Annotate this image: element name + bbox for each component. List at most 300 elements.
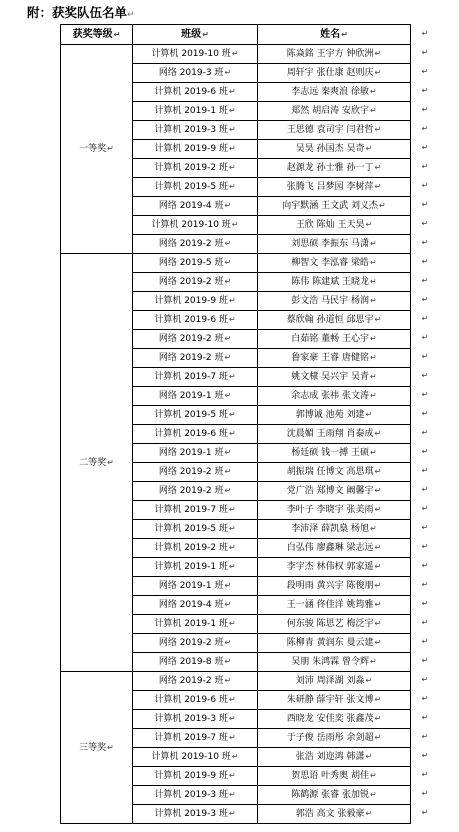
class-cell — [133, 463, 258, 482]
cell-mark-icon: ↵ — [107, 144, 114, 153]
cell-mark-icon: ↵ — [113, 30, 121, 39]
class-text: 计算机 2019-6 班 — [154, 429, 228, 439]
row-end-mark-icon: ↵ — [421, 428, 429, 437]
cell-mark-icon: ↵ — [228, 505, 236, 514]
class-text: 网络 2019-2 班 — [158, 277, 224, 287]
class-text: 计算机 2019-10 班 — [151, 220, 231, 230]
row-end-mark-icon: ↵ — [421, 770, 429, 779]
row-end-mark-icon: ↵ — [421, 618, 429, 627]
grade-cell — [61, 254, 133, 672]
class-cell — [133, 368, 258, 387]
names-cell — [258, 539, 411, 558]
row-end-mark-icon: ↵ — [421, 333, 429, 342]
cell-mark-icon: ↵ — [374, 467, 382, 476]
cell-mark-icon: ↵ — [224, 676, 232, 685]
names-cell — [258, 349, 411, 368]
names-text: 柳智文 李泓睿 梁皓 — [291, 258, 370, 268]
names-cell — [258, 45, 411, 64]
row-end-mark-icon: ↵ — [421, 276, 429, 285]
names-text: 胡振瑞 任博文 高思琪 — [286, 467, 374, 477]
row-end-mark-icon: ↵ — [421, 599, 429, 608]
cell-mark-icon: ↵ — [224, 353, 232, 362]
table-row — [61, 45, 411, 64]
class-text: 计算机 2019-1 班 — [154, 106, 228, 116]
cell-mark-icon: ↵ — [374, 315, 382, 324]
grade-label: 二等奖 — [79, 457, 107, 468]
cell-mark-icon: ↵ — [228, 144, 236, 153]
cell-mark-icon: ↵ — [228, 182, 236, 191]
table-row — [61, 672, 411, 691]
class-text: 网络 2019-2 班 — [158, 486, 224, 496]
names-text: 蔡欣翰 孙道恒 邱思宇 — [286, 315, 374, 325]
class-cell — [133, 140, 258, 159]
class-cell — [133, 558, 258, 577]
names-cell — [258, 368, 411, 387]
row-end-mark-icon: ↵ — [421, 257, 429, 266]
class-text: 计算机 2019-5 班 — [154, 182, 228, 192]
cell-mark-icon: ↵ — [107, 457, 114, 467]
cell-mark-icon: ↵ — [224, 258, 232, 267]
class-cell — [133, 102, 258, 121]
class-cell — [133, 482, 258, 501]
names-cell — [258, 653, 411, 672]
grade-label: 一等奖 — [79, 144, 107, 154]
names-text: 陈伟 陈建斌 王晓龙 — [291, 277, 370, 287]
cell-mark-icon: ↵ — [228, 410, 236, 419]
row-end-mark-icon: ↵ — [421, 162, 429, 171]
class-cell — [133, 767, 258, 786]
row-end-mark-icon: ↵ — [421, 542, 429, 551]
page-title — [27, 2, 135, 24]
cell-mark-icon: ↵ — [228, 619, 236, 628]
cell-mark-icon: ↵ — [228, 315, 236, 324]
names-text: 吴昊 孙国杰 吴奇 — [295, 144, 365, 154]
cell-mark-icon: ↵ — [224, 600, 232, 609]
cell-mark-icon: ↵ — [374, 486, 382, 495]
class-cell — [133, 425, 258, 444]
cell-mark-icon: ↵ — [224, 239, 232, 248]
class-text: 计算机 2019-10 班 — [151, 752, 231, 762]
class-text: 计算机 2019-9 班 — [154, 771, 228, 781]
cell-mark-icon: ↵ — [228, 524, 236, 533]
grade-cell — [61, 45, 133, 254]
cell-mark-icon: ↵ — [370, 524, 377, 533]
class-cell — [133, 520, 258, 539]
class-text: 计算机 2019-10 班 — [151, 49, 231, 59]
cell-mark-icon: ↵ — [374, 581, 382, 590]
cell-mark-icon: ↵ — [374, 638, 382, 647]
class-cell — [133, 292, 258, 311]
cell-mark-icon: ↵ — [228, 163, 236, 172]
class-cell — [133, 501, 258, 520]
class-text: 网络 2019-4 班 — [158, 600, 224, 610]
class-text: 计算机 2019-3 班 — [154, 125, 228, 135]
class-cell — [133, 178, 258, 197]
names-cell — [258, 83, 411, 102]
names-text: 白茹铭 董畅 王心宇 — [291, 334, 370, 344]
names-text: 周轩宇 张仕康 赵则庆 — [286, 68, 374, 78]
names-cell — [258, 520, 411, 539]
class-cell — [133, 634, 258, 653]
cell-mark-icon: ↵ — [224, 467, 232, 476]
names-text: 段明雨 黄兴宇 陈俊朋 — [286, 581, 374, 591]
cell-mark-icon: ↵ — [228, 695, 236, 704]
cell-mark-icon: ↵ — [374, 182, 382, 191]
names-cell — [258, 425, 411, 444]
names-cell — [258, 197, 411, 216]
names-cell — [258, 748, 411, 767]
row-end-mark-icon: ↵ — [421, 352, 429, 361]
class-text: 网络 2019-2 班 — [158, 353, 224, 363]
names-cell — [258, 634, 411, 653]
class-text: 网络 2019-2 班 — [158, 638, 224, 648]
class-text: 网络 2019-1 班 — [158, 391, 224, 401]
names-text: 鲁家豪 王睿 唐健铭 — [291, 353, 370, 363]
cell-mark-icon: ↵ — [374, 733, 382, 742]
class-text: 网络 2019-2 班 — [158, 334, 224, 344]
names-cell — [258, 330, 411, 349]
names-text: 陈柳青 黄润东 曼云建 — [286, 638, 374, 648]
award-table — [60, 24, 411, 824]
class-cell — [133, 330, 258, 349]
row-end-mark-icon: ↵ — [421, 447, 429, 456]
header-grade — [61, 25, 133, 45]
row-end-mark-icon: ↵ — [421, 124, 429, 133]
names-text: 吴朋 朱鸿霖 曾令辉 — [291, 657, 370, 667]
names-cell — [258, 672, 411, 691]
class-text: 网络 2019-4 班 — [158, 201, 224, 211]
cell-mark-icon: ↵ — [224, 581, 232, 590]
class-cell — [133, 159, 258, 178]
class-text: 计算机 2019-7 班 — [154, 505, 228, 515]
names-text: 刘思硕 李振东 马潇 — [291, 239, 370, 249]
names-text: 王欣 陈灿 王天昊 — [295, 220, 365, 230]
names-text: 党广浩 郑博文 阚馨宇 — [286, 486, 374, 496]
cell-mark-icon: ↵ — [374, 49, 382, 58]
names-text: 杨廷硕 钱一搏 王硕 — [291, 448, 370, 458]
names-text: 张浩 刘迩鸿 韩潇 — [295, 752, 365, 762]
names-cell — [258, 387, 411, 406]
cell-mark-icon: ↵ — [365, 752, 373, 761]
class-cell — [133, 216, 258, 235]
names-text: 刘沛 周泽湖 刘淼 — [295, 676, 365, 686]
names-text: 朱研静 薛宇轩 张文博 — [286, 695, 374, 705]
class-cell — [133, 805, 258, 824]
names-cell — [258, 292, 411, 311]
class-cell — [133, 121, 258, 140]
names-text: 李宇杰 林伟权 郭家遥 — [286, 562, 374, 572]
names-text: 赵源龙 孙士雅 孙一丁 — [286, 163, 374, 173]
names-cell — [258, 615, 411, 634]
class-text: 计算机 2019-6 班 — [154, 87, 228, 97]
header-class-text: 班级 — [181, 29, 202, 40]
class-cell — [133, 691, 258, 710]
cell-mark-icon: ↵ — [374, 505, 382, 514]
cell-mark-icon: ↵ — [374, 125, 382, 134]
class-cell — [133, 83, 258, 102]
cell-mark-icon: ↵ — [365, 410, 373, 419]
names-text: 郑然 胡启涛 安欣宇 — [291, 106, 370, 116]
class-cell — [133, 596, 258, 615]
cell-mark-icon: ↵ — [370, 334, 377, 343]
names-text: 西晓龙 安佳奕 张鑫茂 — [286, 714, 374, 724]
class-text: 计算机 2019-3 班 — [154, 714, 228, 724]
names-text: 于子俊 岳雨彤 余剑超 — [286, 733, 374, 743]
row-end-mark-icon: ↵ — [421, 28, 429, 38]
class-text: 计算机 2019-9 班 — [154, 296, 228, 306]
cell-mark-icon: ↵ — [374, 562, 382, 571]
cell-mark-icon: ↵ — [231, 49, 239, 58]
class-cell — [133, 311, 258, 330]
names-cell — [258, 121, 411, 140]
names-text: 余志成 张祎 张文涛 — [291, 391, 370, 401]
row-end-mark-icon: ↵ — [421, 295, 429, 304]
names-cell — [258, 558, 411, 577]
cell-mark-icon: ↵ — [374, 163, 382, 172]
cell-mark-icon: ↵ — [365, 809, 373, 818]
class-text: 网络 2019-1 班 — [158, 448, 224, 458]
cell-mark-icon: ↵ — [231, 220, 239, 229]
cell-mark-icon: ↵ — [224, 277, 232, 286]
header-class — [133, 25, 258, 45]
row-end-mark-icon: ↵ — [421, 751, 429, 760]
cell-mark-icon: ↵ — [374, 619, 382, 628]
names-cell — [258, 482, 411, 501]
cell-mark-icon: ↵ — [228, 106, 236, 115]
class-text: 网络 2019-1 班 — [158, 581, 224, 591]
names-cell — [258, 178, 411, 197]
header-grade-text: 获奖等级 — [72, 29, 113, 40]
cell-mark-icon: ↵ — [224, 486, 232, 495]
paragraph-mark-icon: ↵ — [127, 10, 135, 20]
cell-mark-icon: ↵ — [370, 790, 377, 799]
cell-mark-icon: ↵ — [228, 125, 236, 134]
cell-mark-icon: ↵ — [228, 809, 236, 818]
names-cell — [258, 577, 411, 596]
names-cell — [258, 710, 411, 729]
names-cell — [258, 311, 411, 330]
class-cell — [133, 349, 258, 368]
names-text: 彭文浩 马民宇 杨润 — [291, 296, 370, 306]
names-cell — [258, 444, 411, 463]
names-cell — [258, 596, 411, 615]
names-cell — [258, 159, 411, 178]
class-cell — [133, 64, 258, 83]
class-text: 计算机 2019-1 班 — [154, 562, 228, 572]
class-text: 计算机 2019-3 班 — [154, 809, 228, 819]
class-cell — [133, 273, 258, 292]
names-text: 王一涵 佟佳洋 姚筠雅 — [286, 600, 374, 610]
row-end-mark-icon: ↵ — [421, 67, 429, 76]
class-cell — [133, 748, 258, 767]
names-text: 郭博诚 池苑 刘建 — [295, 410, 365, 420]
names-text: 向宇默涵 王文武 刘义杰 — [282, 201, 379, 211]
names-cell — [258, 805, 411, 824]
row-end-mark-icon: ↵ — [421, 105, 429, 114]
cell-mark-icon: ↵ — [224, 657, 232, 666]
row-end-mark-icon: ↵ — [421, 371, 429, 380]
class-text: 计算机 2019-2 班 — [154, 543, 228, 553]
cell-mark-icon: ↵ — [374, 543, 382, 552]
names-cell — [258, 64, 411, 83]
class-cell — [133, 254, 258, 273]
cell-mark-icon: ↵ — [228, 733, 236, 742]
row-end-mark-icon: ↵ — [421, 485, 429, 494]
row-end-mark-icon: ↵ — [421, 219, 429, 228]
class-text: 计算机 2019-5 班 — [154, 410, 228, 420]
names-text: 李叶子 李晓宇 张美雨 — [286, 505, 374, 515]
table-row — [61, 254, 411, 273]
header-names-text: 姓名 — [320, 29, 341, 40]
row-end-mark-icon: ↵ — [421, 789, 429, 798]
row-end-mark-icon: ↵ — [421, 409, 429, 418]
grade-label: 三等奖 — [79, 742, 107, 753]
names-cell — [258, 216, 411, 235]
class-text: 网络 2019-8 班 — [158, 657, 224, 667]
cell-mark-icon: ↵ — [224, 391, 232, 400]
row-end-mark-icon: ↵ — [421, 504, 429, 513]
names-cell — [258, 463, 411, 482]
row-end-mark-icon: ↵ — [421, 808, 429, 817]
cell-mark-icon: ↵ — [370, 296, 377, 305]
cell-mark-icon: ↵ — [370, 87, 377, 96]
class-cell — [133, 615, 258, 634]
row-end-mark-icon: ↵ — [421, 694, 429, 703]
class-text: 网络 2019-2 班 — [158, 467, 224, 477]
class-cell — [133, 197, 258, 216]
names-text: 姚文棣 吴兴宇 吴青 — [291, 372, 370, 382]
names-cell — [258, 102, 411, 121]
cell-mark-icon: ↵ — [365, 220, 373, 229]
class-cell — [133, 729, 258, 748]
class-text: 计算机 2019-1 班 — [154, 619, 228, 629]
class-text: 网络 2019-2 班 — [158, 239, 224, 249]
row-end-mark-icon: ↵ — [421, 713, 429, 722]
class-cell — [133, 653, 258, 672]
cell-mark-icon: ↵ — [224, 68, 232, 77]
cell-mark-icon: ↵ — [374, 714, 382, 723]
names-cell — [258, 254, 411, 273]
cell-mark-icon: ↵ — [379, 201, 386, 210]
class-text: 网络 2019-2 班 — [158, 676, 224, 686]
cell-mark-icon: ↵ — [370, 448, 377, 457]
names-cell — [258, 767, 411, 786]
class-cell — [133, 577, 258, 596]
cell-mark-icon: ↵ — [370, 258, 377, 267]
cell-mark-icon: ↵ — [228, 562, 236, 571]
cell-mark-icon: ↵ — [374, 68, 382, 77]
names-cell — [258, 786, 411, 805]
cell-mark-icon: ↵ — [228, 543, 236, 552]
cell-mark-icon: ↵ — [228, 771, 236, 780]
names-cell — [258, 691, 411, 710]
class-text: 计算机 2019-3 班 — [154, 790, 228, 800]
cell-mark-icon: ↵ — [228, 372, 236, 381]
row-end-mark-icon: ↵ — [421, 580, 429, 589]
class-cell — [133, 710, 258, 729]
class-text: 计算机 2019-7 班 — [154, 733, 228, 743]
names-cell — [258, 406, 411, 425]
cell-mark-icon: ↵ — [228, 296, 236, 305]
names-text: 白弘伟 廖鑫琳 梁志远 — [286, 543, 374, 553]
row-end-mark-icon: ↵ — [421, 523, 429, 532]
cell-mark-icon: ↵ — [370, 372, 377, 381]
cell-mark-icon: ↵ — [202, 30, 209, 39]
cell-mark-icon: ↵ — [228, 87, 236, 96]
page-title-text: 附：获奖队伍名单 — [27, 5, 128, 20]
names-text: 贺思语 叶秀奥 胡佳 — [291, 771, 370, 781]
row-end-mark-icon: ↵ — [421, 656, 429, 665]
names-text: 何东骏 陈思艺 梅泛宇 — [286, 619, 374, 629]
row-end-mark-icon: ↵ — [421, 561, 429, 570]
class-cell — [133, 387, 258, 406]
cell-mark-icon: ↵ — [365, 676, 373, 685]
cell-mark-icon: ↵ — [374, 600, 382, 609]
names-text: 陈焱銘 王宇方 钟欣洲 — [286, 49, 374, 59]
names-cell — [258, 235, 411, 254]
row-end-mark-icon: ↵ — [421, 86, 429, 95]
class-text: 网络 2019-5 班 — [158, 258, 224, 268]
class-text: 网络 2019-3 班 — [158, 68, 224, 78]
cell-mark-icon: ↵ — [370, 771, 377, 780]
row-end-mark-icon: ↵ — [421, 637, 429, 646]
cell-mark-icon: ↵ — [370, 277, 377, 286]
row-end-mark-icon: ↵ — [421, 181, 429, 190]
names-text: 李志远 秦爽浪 徐敏 — [291, 87, 370, 97]
names-text: 郭浩 高文 张毅豪 — [295, 809, 365, 819]
class-cell — [133, 672, 258, 691]
class-cell — [133, 444, 258, 463]
cell-mark-icon: ↵ — [228, 790, 236, 799]
class-cell — [133, 45, 258, 64]
cell-mark-icon: ↵ — [231, 752, 239, 761]
cell-mark-icon: ↵ — [370, 353, 377, 362]
row-end-mark-icon: ↵ — [421, 143, 429, 152]
award-table-body — [61, 25, 411, 824]
row-end-mark-icon: ↵ — [421, 675, 429, 684]
class-text: 计算机 2019-2 班 — [154, 163, 228, 173]
names-cell — [258, 501, 411, 520]
row-end-mark-icon: ↵ — [421, 238, 429, 247]
cell-mark-icon: ↵ — [228, 429, 236, 438]
class-text: 计算机 2019-6 班 — [154, 315, 228, 325]
names-cell — [258, 140, 411, 159]
cell-mark-icon: ↵ — [341, 30, 348, 39]
row-end-mark-icon: ↵ — [421, 314, 429, 323]
row-end-mark-icon: ↵ — [421, 390, 429, 399]
class-cell — [133, 786, 258, 805]
cell-mark-icon: ↵ — [365, 144, 373, 153]
table-header-row — [61, 25, 411, 45]
cell-mark-icon: ↵ — [107, 742, 114, 752]
class-text: 计算机 2019-5 班 — [154, 524, 228, 534]
row-end-mark-icon: ↵ — [421, 200, 429, 209]
cell-mark-icon: ↵ — [374, 429, 382, 438]
header-names — [258, 25, 411, 45]
names-cell — [258, 729, 411, 748]
names-text: 陈鹤源 张睿 张加锐 — [291, 790, 370, 800]
cell-mark-icon: ↵ — [374, 695, 382, 704]
class-cell — [133, 235, 258, 254]
cell-mark-icon: ↵ — [224, 638, 232, 647]
class-cell — [133, 539, 258, 558]
cell-mark-icon: ↵ — [224, 448, 232, 457]
class-cell — [133, 406, 258, 425]
cell-mark-icon: ↵ — [370, 106, 377, 115]
cell-mark-icon: ↵ — [370, 657, 377, 666]
cell-mark-icon: ↵ — [224, 201, 232, 210]
cell-mark-icon: ↵ — [370, 239, 377, 248]
